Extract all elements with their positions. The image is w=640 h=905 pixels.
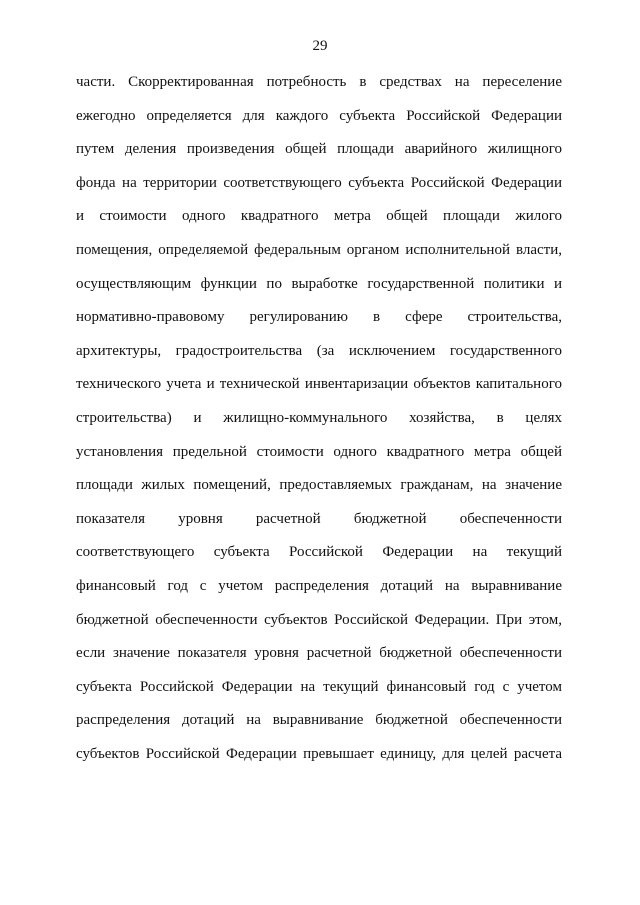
text-line: бюджетной обеспеченности субъектов Российской Федерации. При этом, xyxy=(76,611,562,628)
text-line: финансовый год с учетом распределения дотаций на выравнивание xyxy=(76,577,562,594)
page-number: 29 xyxy=(312,38,328,54)
text-line: субъектов Российской Федерации превышает единицу, для целей расчета xyxy=(76,745,562,762)
text-line: нормативно-правовому регулированию в сфере строительства, xyxy=(76,309,562,326)
text-line: соответствующего субъекта Российской Федерации на текущий xyxy=(76,544,562,561)
text-line: установления предельной стоимости одного квадратного метра общей xyxy=(76,443,562,460)
text-line: и стоимости одного квадратного метра общей площади жилого xyxy=(76,208,562,225)
text-line: показателя уровня расчетной бюджетной обеспеченности xyxy=(76,510,562,527)
text-line: распределения дотаций на выравнивание бюджетной обеспеченности xyxy=(76,712,562,729)
text-line: путем деления произведения общей площади аварийного жилищного xyxy=(76,141,562,158)
body-text xyxy=(76,73,562,778)
text-line: субъекта Российской Федерации на текущий финансовый год с учетом xyxy=(76,678,562,695)
text-line: помещения, определяемой федеральным органом исполнительной власти, xyxy=(76,241,562,258)
text-line: архитектуры, градостроительства (за исключением государственного xyxy=(76,342,562,359)
text-line: технического учета и технической инвентаризации объектов капитального xyxy=(76,376,562,393)
text-line: осуществляющим функции по выработке государственной политики и xyxy=(76,275,562,292)
text-line: строительства) и жилищно-коммунального хозяйства, в целях xyxy=(76,409,562,426)
text-line: фонда на территории соответствующего субъекта Российской Федерации xyxy=(76,174,562,191)
text-line: ежегодно определяется для каждого субъекта Российской Федерации xyxy=(76,107,562,124)
text-line: площади жилых помещений, предоставляемых гражданам, на значение xyxy=(76,477,562,494)
text-line: если значение показателя уровня расчетной бюджетной обеспеченности xyxy=(76,645,562,662)
text-line: части. Скорректированная потребность в средствах на переселение xyxy=(76,74,562,90)
